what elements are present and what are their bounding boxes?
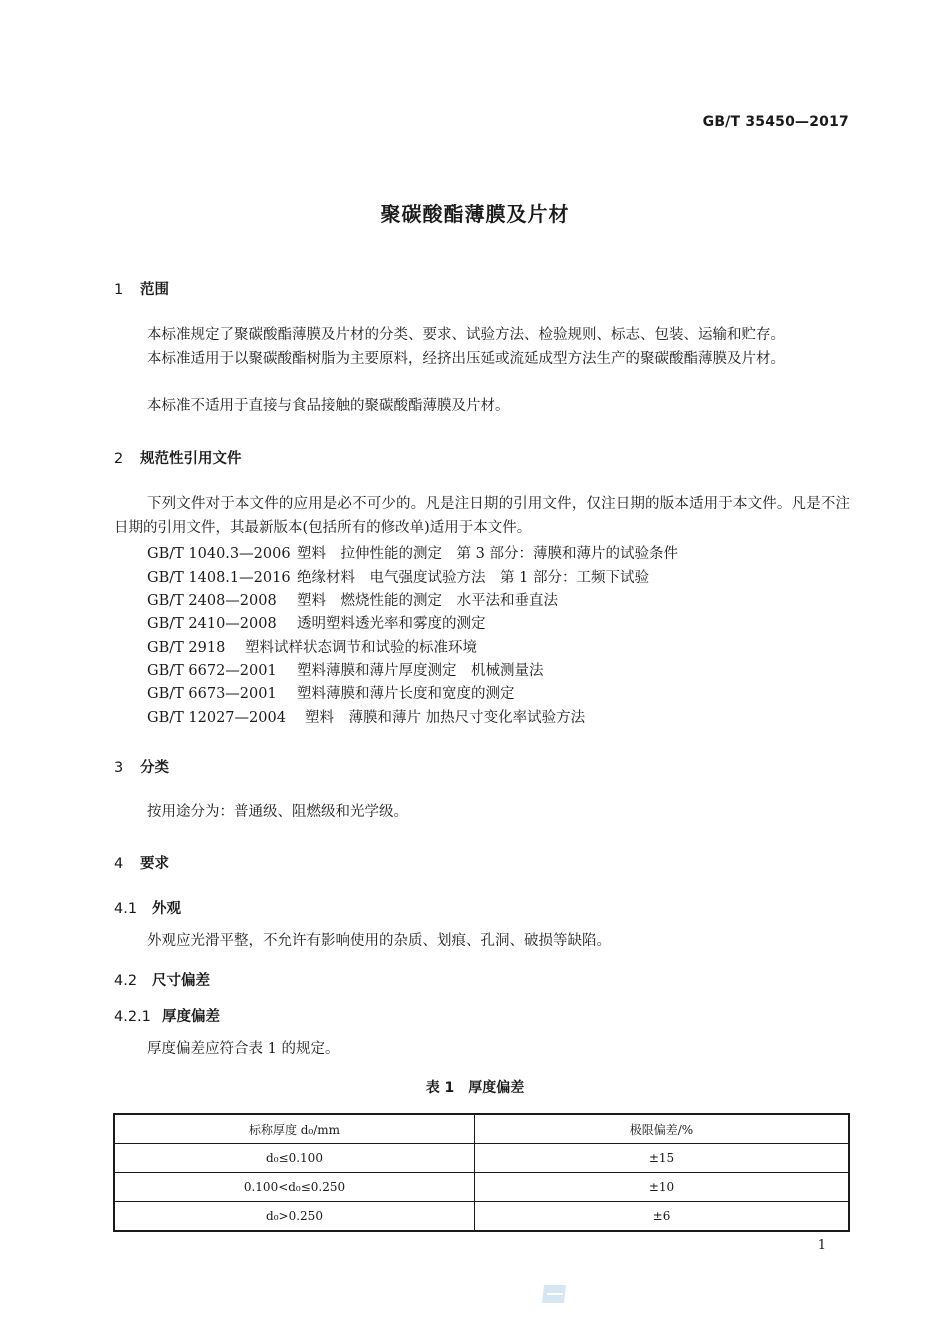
- table-header-row: [114, 1114, 849, 1144]
- reference-item: [147, 566, 649, 587]
- table-row: [114, 1202, 849, 1232]
- reference-code: GB/T 1040.3—2006: [147, 546, 291, 562]
- reference-title: 塑料 拉伸性能的测定 第 3 部分：薄膜和薄片的试验条件: [297, 546, 678, 562]
- table-cell: ±6: [475, 1202, 850, 1232]
- section-1-heading: [114, 278, 169, 299]
- reference-code: GB/T 2408—2008: [147, 593, 277, 609]
- reference-item: [147, 612, 486, 633]
- section-number: 4.1: [114, 901, 138, 917]
- reference-title: 塑料薄膜和薄片长度和宽度的测定: [297, 686, 515, 702]
- section-2-heading: [114, 447, 242, 468]
- reference-code: GB/T 1408.1—2016: [147, 570, 291, 586]
- reference-code: GB/T 2918: [147, 640, 226, 656]
- section-4-1-heading: [114, 897, 181, 918]
- reference-title: 绝缘材料 电气强度试验方法 第 1 部分：工频下试验: [297, 570, 649, 586]
- section-title: 厚度偏差: [162, 1009, 220, 1025]
- table-cell: d₀≤0.100: [114, 1144, 475, 1173]
- sac-logo-icon: [540, 1283, 570, 1305]
- reference-title: 塑料薄膜和薄片厚度测定 机械测量法: [297, 663, 544, 679]
- reference-title: 透明塑料透光率和雾度的测定: [297, 616, 486, 632]
- reference-code: GB/T 6672—2001: [147, 663, 277, 679]
- section-4-1-para: 外观应光滑平整，不允许有影响使用的杂质、划痕、孔洞、破损等缺陷。: [147, 933, 611, 949]
- reference-item: [147, 682, 515, 703]
- section-number: 3: [114, 760, 124, 776]
- section-3-heading: [114, 756, 169, 777]
- section-2-intro: 下列文件对于本文件的应用是必不可少的。凡是注日期的引用文件，仅注日期的版本适用于本文件。凡是不注日期的引用文件，其最新版本(包括所有的修改单)适用于本文件。: [114, 496, 850, 536]
- section-4-2-1-heading: [114, 1005, 220, 1026]
- table-header-cell: 极限偏差/%: [475, 1114, 850, 1144]
- section-3-para: 按用途分为：普通级、阻燃级和光学级。: [147, 804, 408, 820]
- section-4-2-1-para: 厚度偏差应符合表 1 的规定。: [147, 1041, 340, 1057]
- section-title: 要求: [140, 856, 169, 872]
- document-title: 聚碳酸酯薄膜及片材: [380, 202, 570, 226]
- table-cell: ±15: [475, 1144, 850, 1173]
- reference-code: GB/T 12027—2004: [147, 710, 286, 726]
- table-cell: d₀>0.250: [114, 1202, 475, 1232]
- section-number: 1: [114, 282, 124, 298]
- table-1-title: 表 1 厚度偏差: [425, 1080, 525, 1096]
- section-1-para-2: 本标准适用于以聚碳酸酯树脂为主要原料，经挤出压延或流延成型方法生产的聚碳酸酯薄膜及片材。: [147, 351, 785, 367]
- section-number: 2: [114, 451, 124, 467]
- section-number: 4: [114, 856, 124, 872]
- reference-title: 塑料 燃烧性能的测定 水平法和垂直法: [297, 593, 558, 609]
- section-title: 分类: [140, 760, 169, 776]
- section-1-para-3: 本标准不适用于直接与食品接触的聚碳酸酯薄膜及片材。: [147, 398, 510, 414]
- table-cell: ±10: [475, 1173, 850, 1202]
- section-4-2-heading: [114, 969, 210, 990]
- section-1-para-1: 本标准规定了聚碳酸酯薄膜及片材的分类、要求、试验方法、检验规则、标志、包装、运输和贮存。: [147, 327, 785, 343]
- reference-title: 塑料 薄膜和薄片 加热尺寸变化率试验方法: [305, 710, 586, 726]
- reference-item: [147, 636, 477, 657]
- standard-code: GB/T 35450—2017: [702, 114, 849, 130]
- reference-code: GB/T 2410—2008: [147, 616, 277, 632]
- reference-item: [147, 659, 544, 680]
- section-title: 外观: [152, 901, 181, 917]
- section-title: 规范性引用文件: [140, 451, 242, 467]
- section-4-heading: [114, 852, 169, 873]
- table-header-cell: 标称厚度 d₀/mm: [114, 1114, 475, 1144]
- section-title: 尺寸偏差: [152, 973, 210, 989]
- reference-code: GB/T 6673—2001: [147, 686, 277, 702]
- table-cell: 0.100<d₀≤0.250: [114, 1173, 475, 1202]
- reference-title: 塑料试样状态调节和试验的标准环境: [245, 640, 477, 656]
- table-row: [114, 1144, 849, 1173]
- reference-item: [147, 706, 585, 727]
- reference-item: [147, 589, 558, 610]
- section-number: 4.2: [114, 973, 138, 989]
- reference-item: [147, 542, 678, 563]
- thickness-deviation-table: [113, 1113, 850, 1232]
- page-number: 1: [817, 1238, 826, 1253]
- table-row: [114, 1173, 849, 1202]
- section-title: 范围: [140, 282, 169, 298]
- section-number: 4.2.1: [114, 1009, 151, 1025]
